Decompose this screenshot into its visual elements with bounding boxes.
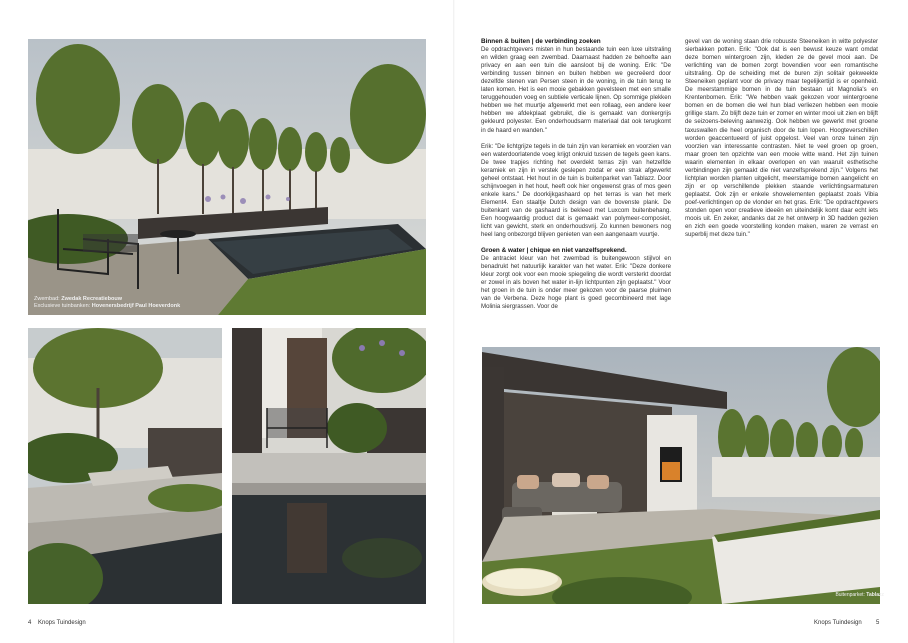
left-footer-title: Knops Tuindesign xyxy=(38,620,86,626)
paragraph: De antraciet kleur van het zwembad is buitengewoon stijlvol en benadrukt het natuurlijk karakter van het water. Erik: "Deze donkere kleur zorgt ook voor een mooie spiegeling die wordt versterkt doordat er zowel in als boven het water in-lijn lichtpunten zijn geplaatst." Voor het groen in de tuin is onder meer gekozen voor de paarse pluimen van de Verbena. Deze hoge plant is goed gecombineerd met lage Molinia siergrassen. Voor de xyxy=(481,255,671,311)
photo-caption-terrace: Buitenparket: Tablazz xyxy=(835,592,884,598)
photo-pool-reflection xyxy=(232,328,426,604)
paragraph: De opdrachtgevers misten in hun bestaande tuin een luxe uitstraling en wilden graag een zwembad. Daarnaast hadden ze behoefte aan privacy en aan een tuin die aansloot bij de woning. Erik: "De verbinding tussen binnen en buiten hebben we gecreëerd door dezelfde stenen van Persen steen in de woning, in de tuin terug te laten komen. Het is een mooie gebakken gevelsteen met een smalle teruggehouden voeg en subtiele verticale lijnen. Op sommige plekken hebben we het muurtje afgewerkt met een rollaag, een andere keer hebben we afdekplaat gebruikt, die is gemaakt van donkergrijs gekleurd polyester. Een onderhoudsarm materiaal dat ook terugkomt in de haard en wanden." xyxy=(481,46,671,134)
page-fold xyxy=(453,0,455,643)
text-column-2 xyxy=(685,38,878,247)
paragraph: Erik: "De lichtgrijze tegels in de tuin zijn van keramiek en voorzien van een waterdoorlatende voeg krijgt onkruid tussen de tegels geen kans. De twee trapjes richting het overdekt terras zijn van hetzelfde keramiek en zijn in verstek geslepen zodat er een strak afgewerkt geheel ontstaat. Het hout in de tuin is buitenparket van Tablazz. Door schijnvoegen in het hout, heeft ook hier ongewenst gras of mos geen enkele kans." De doorkijkgashaard op het terras is van het merk Element4. Een staaltje Dutch design van de bovenste plank. De buitenkant van de gashaard is bekleed met Luxcom buitenbehang. Een hoogwaardig product dat is gemaakt van polymeer-composiet, licht van gewicht, sterk en onderhoudsvrij. Zo kunnen bewoners nog heel lang onbezorgd blijven genieten van een aangenaam vuurtje. xyxy=(481,142,671,239)
paragraph: gevel van de woning staan drie robuuste Steeneiken in witte polyester sierbakken potten. Erik: "Ook dat is een bewust keuze want omdat deze bomen wintergroen zijn, kleden ze de gevel mooi aan. De verlichting van de bomen zorgt bovendien voor een romantische uitstraling. Op de scheiding met de buren zijn solitair gekweekte Steeneiken geplant voor de privacy maar tegelijkertijd is er openheid. De meerstammige bomen in de tuin bestaan uit Magnolia's en Krentenbomen. Erik: "We hebben vaak gekozen voor wintergroene bomen en de bomen die wel hun blad verliezen hebben een mooie grillige stam. Zo blijft deze tuin er zomer en winter mooi uit zien en blijft de seizoens-beleving aanwezig. Ook hebben we gewerkt met groene taxuswallen die heel organisch door de tuin lopen. Hoogteverschillen worden geaccentueerd of juist opgelost. Veel van onze tuinen zijn voorzien van interessante contrasten. Niet te veel groen op groen, maar groen ten opzichte van een mooie witte wand. Het zijn tuinen waarin elementen in elkaar overlopen en van waaruit esthetische verbindingen zijn gemaakt die niet vanzelfsprekend zijn." Volgens het lichtplan worden planten uitgelicht, meerstamige bomen aangelicht en zijn er op verschillende plekken staande verlichtingsarmaturen geplaatst. Ook zijn er enkele showelementen geplaatst zoals Vibia poef-verlichtingen op de vlonder en het gras. Erik: "De opdrachtgevers stonden open voor creatieve ideeën en uiteindelijk komt daar echt iets moois uit. En zeker, andanks dat ze het ontwerp in 3D hadden gezien en zich een goede voorstelling konden maken, waren ze verrast en superblij met deze tuin." xyxy=(685,38,878,239)
right-footer-title: Knops Tuindesign xyxy=(814,620,862,626)
text-column-1 xyxy=(481,38,671,320)
photo-covered-terrace xyxy=(482,347,880,604)
heading-binnen-buiten: Binnen & buiten | de verbinding zoeken xyxy=(481,38,601,45)
right-page-number: 5 xyxy=(876,620,880,626)
photo-caption-pool: Zwembad: Zwedak Recreatiebouw Exclusieve tuinbanken: Hovenersbedrijf Paul Hoeverdonk xyxy=(34,296,181,309)
photo-pool-garden xyxy=(28,39,426,315)
photo-garden-steps xyxy=(28,328,222,604)
heading-groen-water: Groen & water | chique en niet vanzelfsprekend. xyxy=(481,247,627,255)
left-page-number: 4 xyxy=(28,620,32,626)
